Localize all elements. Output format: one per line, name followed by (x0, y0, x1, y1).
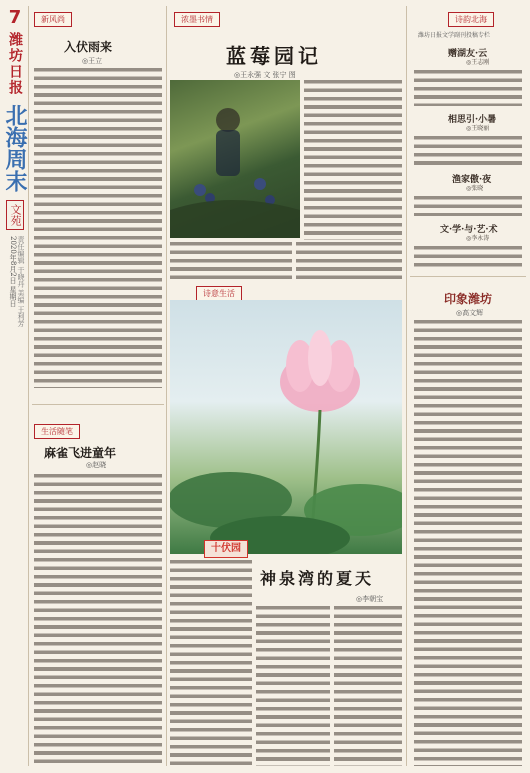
poem-title-1: 赠湖友·云 (448, 49, 488, 59)
section-tag-center-mid: 诗意生活 (196, 286, 242, 301)
poem-author-3: ◎张晓 (466, 185, 484, 192)
poem-column-intro: 潍坊日报文学副刊投稿专栏 (418, 32, 491, 39)
article-body-center-bottom-c (334, 606, 402, 766)
section-badge: 文苑 (6, 200, 24, 230)
right-divider (410, 276, 526, 277)
section-tag-left-mid: 生活随笔 (34, 424, 80, 439)
paper-name: 潍坊日报 (7, 32, 23, 96)
article-title-left-bottom: 麻雀飞进童年 (44, 446, 117, 460)
article-body-right (414, 320, 522, 766)
column-divider-1 (166, 6, 167, 766)
seal-stamp: 十伏园 (204, 540, 248, 558)
section-tag-left-top: 新风尚 (34, 12, 72, 27)
poem-body-2 (414, 136, 522, 166)
poem-title-2: 相思引·小暑 (448, 115, 497, 125)
article-body-center-bottom-b (256, 606, 330, 766)
byline-left-top: ◎王立 (82, 57, 103, 65)
byline-center: ◎王永强 文 张宁 图 (234, 71, 296, 79)
article-body-center-right (304, 80, 402, 240)
article-body-left-top (34, 68, 162, 388)
byline-center-bottom: ◎李朝宝 (356, 595, 384, 603)
poem-title-3: 渔家傲·夜 (452, 175, 492, 185)
section-tag-right-top: 诗韵北海 (448, 12, 494, 27)
byline-right-mid: ◎高文辉 (456, 309, 484, 317)
section-title: 北海周末 (2, 104, 28, 192)
left-divider (32, 404, 164, 405)
article-body-left-bottom (34, 474, 162, 766)
blueberry-photo (170, 80, 300, 238)
byline-left-bottom: ◎赵晓 (86, 461, 107, 469)
issue-number: 7 (8, 7, 22, 28)
blueberry-farm-illustration (170, 80, 300, 238)
article-title-left-top: 入伏雨来 (64, 40, 113, 54)
editor-credits: 责任编辑 于晓丹 美编 王利芳 (17, 236, 25, 327)
issue-date: 2020年8月2日 星期日 (9, 236, 17, 307)
masthead-divider (28, 6, 29, 766)
article-body-center-b (296, 242, 402, 282)
poem-body-3 (414, 196, 522, 216)
article-title-center-bottom: 神泉湾的夏天 (260, 569, 375, 588)
section-tag-center-top: 浓墨书情 (174, 12, 220, 27)
poem-body-4 (414, 246, 522, 268)
article-title-right-mid: 印象潍坊 (444, 292, 493, 306)
poem-author-4: ◎李永涛 (466, 235, 490, 242)
article-body-center-a (170, 242, 292, 282)
article-title-center: 蓝莓园记 (226, 44, 322, 68)
column-divider-2 (406, 6, 407, 766)
poem-title-4: 文·学·与·艺·术 (440, 225, 498, 235)
lotus-illustration (170, 300, 402, 554)
poem-author-1: ◎王志刚 (466, 59, 490, 66)
poem-body-1 (414, 70, 522, 106)
poem-author-2: ◎王晓丽 (466, 125, 490, 132)
article-body-center-bottom-a (170, 560, 252, 766)
lotus-photo (170, 300, 402, 554)
